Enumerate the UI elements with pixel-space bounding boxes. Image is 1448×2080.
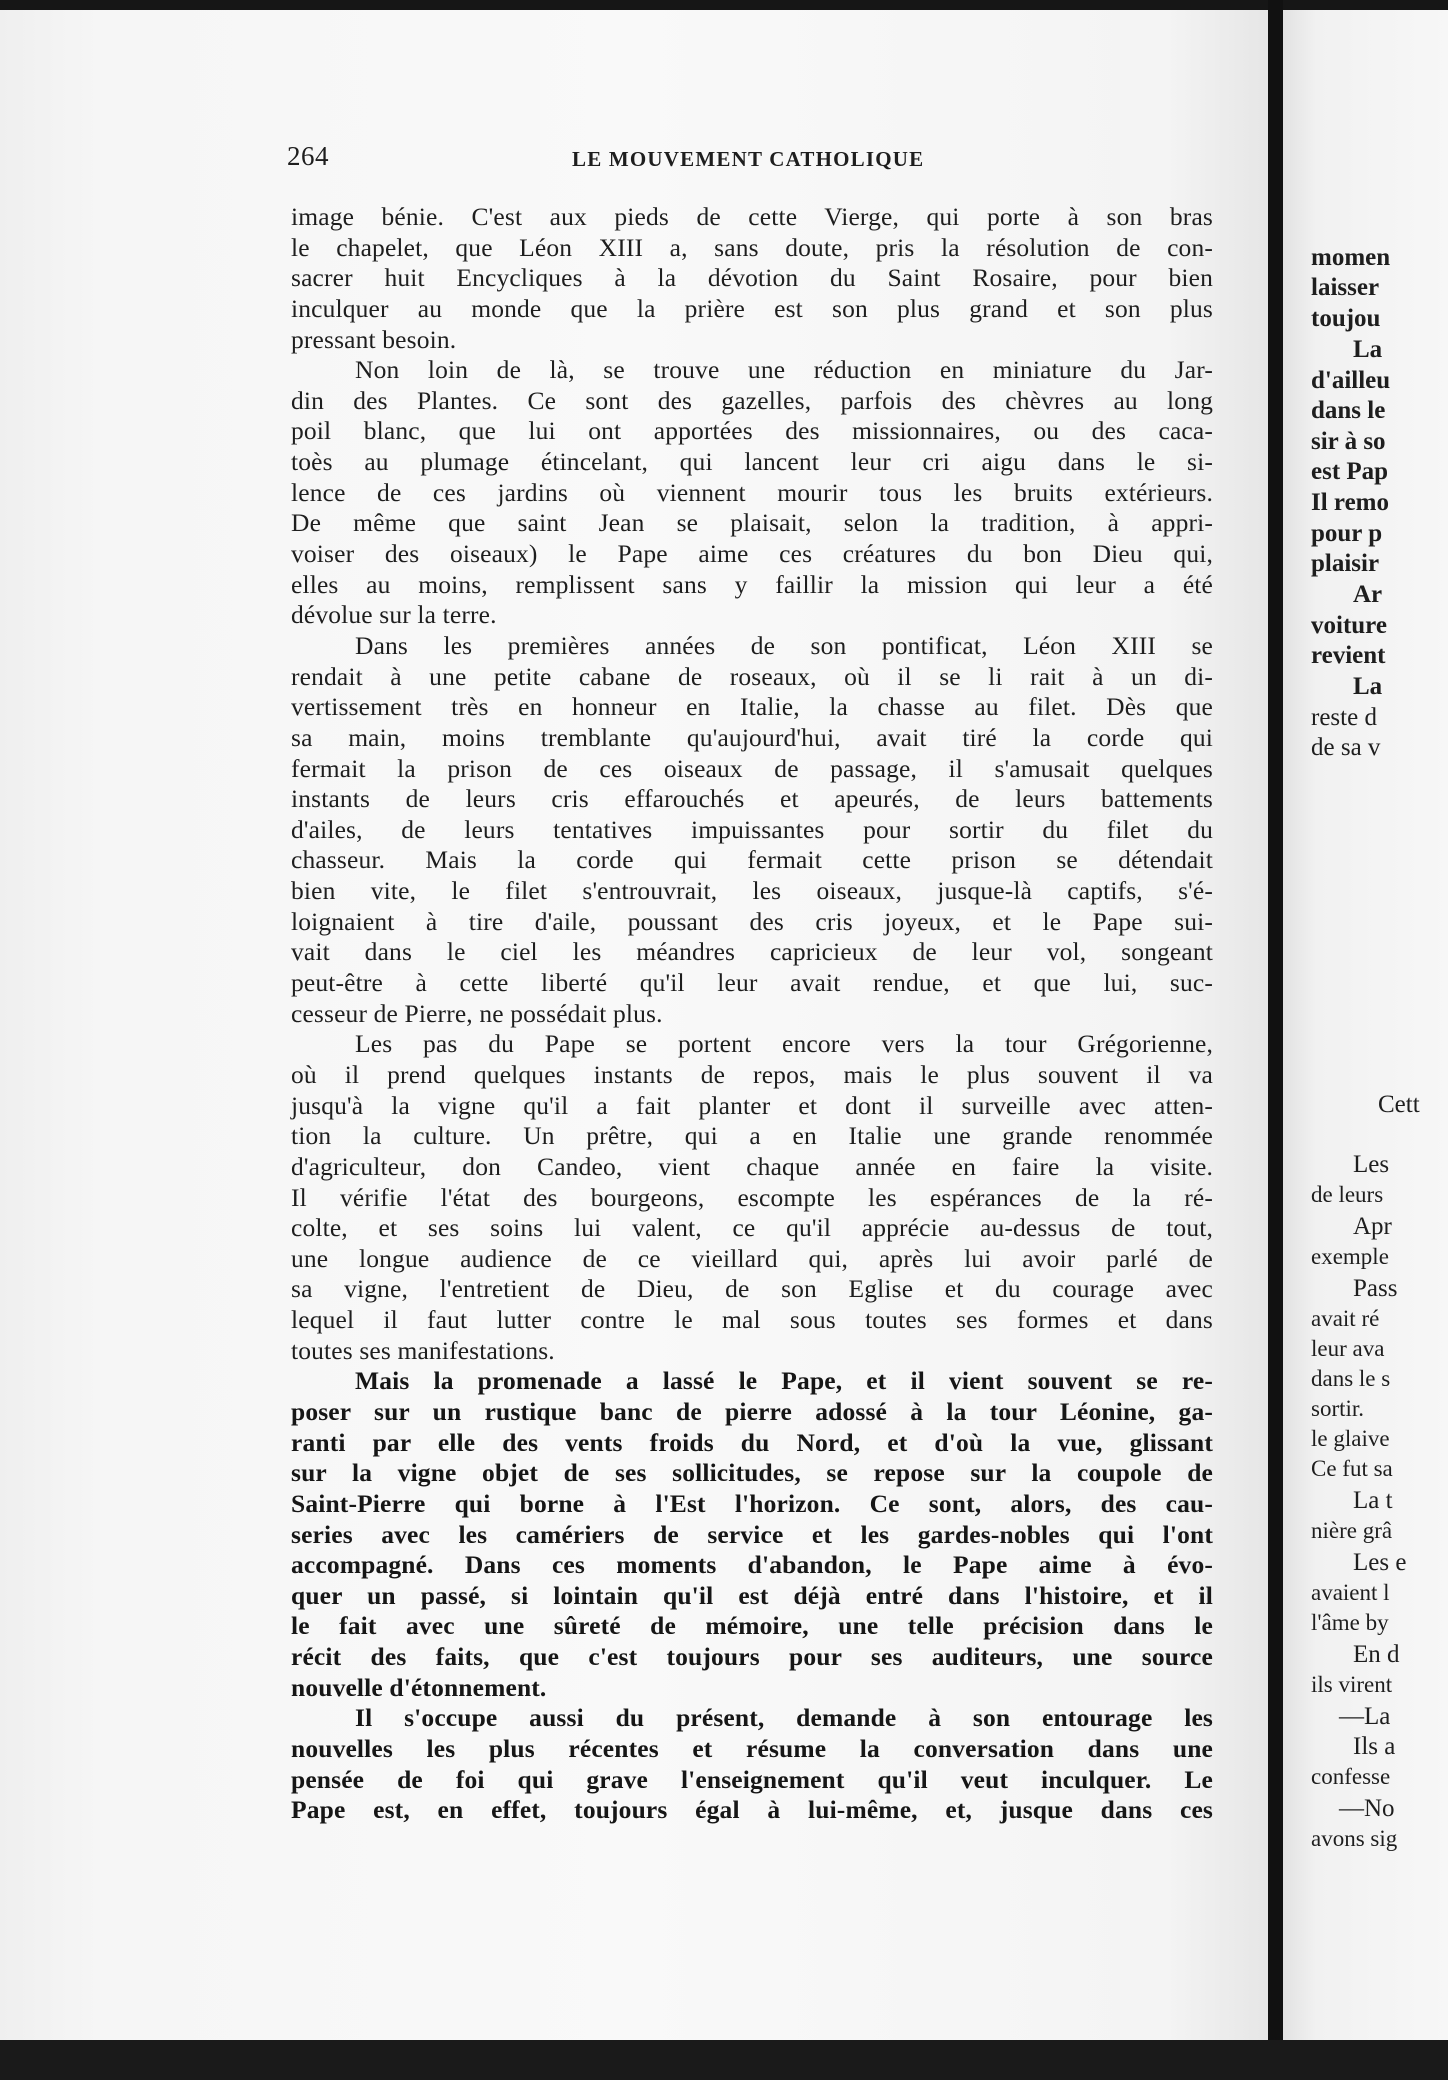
text-line: sacrer huit Encycliques à la dévotion du Saint Rosaire, pour bien [291, 263, 1213, 293]
text-line: sur la vigne objet de ses sollicitudes, se repose sur la coupole de [291, 1458, 1213, 1488]
facing-page-fragment: ils virent [1311, 1672, 1393, 1697]
facing-page-fragment: confesse [1311, 1764, 1391, 1789]
text-line: vait dans le ciel les méandres capricieux de leur vol, songeant [291, 937, 1213, 967]
text-line: colte, et ses soins lui valent, ce qu'il apprécie au-dessus de tout, [291, 1213, 1213, 1243]
text-line: jusqu'à la vigne qu'il a fait planter et dont il surveille avec atten- [291, 1090, 1213, 1120]
running-head: LE MOUVEMENT CATHOLIQUE [572, 147, 925, 171]
paragraph-2 [291, 355, 1213, 631]
text-line: elles au moins, remplissent sans y faillir la mission qui leur a été [291, 569, 1213, 599]
facing-page-fragment: Cett [1378, 1091, 1420, 1118]
text-line: d'ailes, de leurs tentatives impuissantes pour sortir du filet du [291, 814, 1213, 844]
facing-page-fragment: avaient l [1311, 1580, 1390, 1605]
text-line: le chapelet, que Léon XIII a, sans doute, pris la résolution de con- [291, 232, 1213, 262]
text-line: bien vite, le filet s'entrouvrait, les oiseaux, jusque-là captifs, s'é- [291, 876, 1213, 906]
text-line: toès au plumage étincelant, qui lancent leur cri aigu dans le si- [291, 447, 1213, 477]
text-line: voiser des oiseaux) le Pape aime ces créatures du bon Dieu qui, [291, 539, 1213, 569]
text-line: pensée de foi qui grave l'enseignement qu'il veut inculquer. Le [291, 1764, 1213, 1794]
text-line: poser sur un rustique banc de pierre adossé à la tour Léonine, ga- [291, 1396, 1213, 1426]
facing-page-fragment: reste d [1311, 704, 1377, 731]
facing-page-fragment: exemple [1311, 1244, 1389, 1269]
facing-page-fragment: nière grâ [1311, 1518, 1393, 1543]
text-line: quer un passé, si lointain qu'il est déjà entré dans l'histoire, et il [291, 1580, 1213, 1610]
facing-page-fragment: Ils a [1353, 1733, 1396, 1760]
text-line: fermait la prison de ces oiseaux de passage, il s'amusait quelques [291, 753, 1213, 783]
facing-page-fragment: La [1353, 336, 1383, 363]
paragraph-5 [291, 1366, 1213, 1703]
text-line: dévolue sur la terre. [291, 600, 497, 630]
text-line: toutes ses manifestations. [291, 1335, 555, 1365]
facing-page-fragment: Ce fut sa [1311, 1456, 1393, 1481]
facing-page-fragment: Ar [1353, 581, 1383, 608]
text-line: chasseur. Mais la corde qui fermait cette prison se détendait [291, 845, 1213, 875]
text-line: où il prend quelques instants de repos, mais le plus souvent il va [291, 1059, 1213, 1089]
text-line: Pape est, en effet, toujours égal à lui-même, et, jusque dans ces [291, 1795, 1213, 1825]
text-line: De même que saint Jean se plaisait, selon la tradition, à appri- [291, 508, 1213, 538]
text-line: ranti par elle des vents froids du Nord, et d'où la vue, glissant [291, 1427, 1213, 1457]
facing-page-fragment: Les e [1353, 1549, 1407, 1576]
paragraph-1 [291, 202, 1213, 355]
text-line: nouvelles les plus récentes et résume la conversation dans une [291, 1734, 1213, 1764]
page-number: 264 [287, 141, 329, 171]
scan-top-edge [0, 0, 1448, 10]
text-line: Non loin de là, se trouve une réduction en miniature du Jar- [355, 355, 1213, 385]
facing-page-fragment: avons sig [1311, 1826, 1398, 1851]
facing-page-fragment: est Pap [1311, 458, 1389, 485]
facing-page-fragment: revient [1311, 642, 1386, 669]
text-line: sa main, moins tremblante qu'aujourd'hui, avait tiré la corde qui [291, 722, 1213, 752]
text-line: Dans les premières années de son pontificat, Léon XIII se [355, 630, 1213, 660]
facing-page-fragment: d'ailleu [1311, 367, 1391, 394]
text-line: une longue audience de ce vieillard qui, après lui avoir parlé de [291, 1243, 1213, 1273]
facing-page-fragment: dans le s [1311, 1366, 1391, 1391]
text-line: le fait avec une sûreté de mémoire, une telle précision dans le [291, 1611, 1213, 1641]
facing-page-fragment: momen [1311, 244, 1391, 271]
text-line: inculquer au monde que la prière est son plus grand et son plus [291, 293, 1213, 323]
text-line: d'agriculteur, don Candeo, vient chaque année en faire la visite. [291, 1151, 1213, 1181]
facing-page-fragment: Il remo [1311, 489, 1389, 516]
facing-page-fragment: de leurs [1311, 1182, 1384, 1207]
facing-page-fragment: La [1353, 673, 1383, 700]
text-line: Les pas du Pape se portent encore vers la tour Grégorienne, [355, 1029, 1213, 1059]
facing-page-fragment: En d [1353, 1641, 1400, 1668]
text-line: sa vigne, l'entretient de Dieu, de son Eglise et du courage avec [291, 1274, 1213, 1304]
body-text [291, 202, 1213, 1826]
facing-page-fragment: —No [1339, 1795, 1395, 1822]
facing-page-fragment: avait ré [1311, 1306, 1380, 1331]
paragraph-6 [291, 1703, 1213, 1826]
paragraph-3 [291, 631, 1213, 1029]
book-gutter [1268, 0, 1283, 2080]
text-line: tion la culture. Un prêtre, qui a en Italie une grande renommée [291, 1121, 1213, 1151]
text-line: Il vérifie l'état des bourgeons, escompte les espérances de la ré- [291, 1182, 1213, 1212]
facing-page-fragment: voiture [1311, 612, 1387, 639]
facing-page-fragment: leur ava [1311, 1336, 1385, 1361]
text-line: lequel il faut lutter contre le mal sous toutes ses formes et dans [291, 1305, 1213, 1335]
text-line: Saint-Pierre qui borne à l'Est l'horizon. Ce sont, alors, des cau- [291, 1488, 1213, 1518]
facing-page-fragment: Pass [1353, 1275, 1398, 1302]
text-line: image bénie. C'est aux pieds de cette Vierge, qui porte à son bras [291, 202, 1213, 231]
facing-page-fragment: l'âme by [1311, 1610, 1389, 1635]
facing-page-fragment: La t [1353, 1487, 1393, 1514]
text-line: peut-être à cette liberté qu'il leur avait rendue, et que lui, suc- [291, 968, 1213, 998]
facing-page-fragment: de sa v [1311, 734, 1381, 761]
facing-page-fragment: sortir. [1311, 1396, 1365, 1421]
text-line: din des Plantes. Ce sont des gazelles, parfois des chèvres au long [291, 385, 1213, 415]
facing-page-fragment: —La [1339, 1703, 1391, 1730]
text-line: rendait à une petite cabane de roseaux, où il se li rait à un di- [291, 661, 1213, 691]
facing-page-text [1283, 10, 1448, 2040]
paragraph-4 [291, 1029, 1213, 1366]
facing-page-fragment: dans le [1311, 397, 1386, 424]
text-line: series avec les camériers de service et les gardes-nobles qui l'ont [291, 1519, 1213, 1549]
scan-bottom-edge [0, 2040, 1448, 2080]
facing-page-fragment: Les [1353, 1151, 1390, 1178]
facing-page-fragment: pour p [1311, 520, 1383, 547]
text-line: poil blanc, que lui ont apportées des missionnaires, ou des caca- [291, 416, 1213, 446]
text-line: récit des faits, que c'est toujours pour ses auditeurs, une source [291, 1642, 1213, 1672]
left-page [0, 10, 1268, 2040]
facing-page [1283, 10, 1448, 2040]
facing-page-fragment: sir à so [1311, 428, 1386, 455]
facing-page-fragment: laisser [1311, 274, 1380, 301]
text-line: Mais la promenade a lassé le Pape, et il vient souvent se re- [355, 1366, 1213, 1396]
text-line: pressant besoin. [291, 324, 457, 354]
facing-page-fragment: toujou [1311, 305, 1381, 332]
text-line: instants de leurs cris effarouchés et apeurés, de leurs battements [291, 784, 1213, 814]
facing-page-fragment: Apr [1353, 1213, 1392, 1240]
text-line: lence de ces jardins où viennent mourir tous les bruits extérieurs. [291, 477, 1213, 507]
text-line: vertissement très en honneur en Italie, la chasse au filet. Dès que [291, 692, 1213, 722]
facing-page-fragment: le glaive [1311, 1426, 1390, 1451]
text-line: nouvelle d'étonnement. [291, 1672, 547, 1702]
text-line: loignaient à tire d'aile, poussant des cris joyeux, et le Pape sui- [291, 906, 1213, 936]
facing-page-fragment: plaisir [1311, 550, 1380, 577]
text-line: Il s'occupe aussi du présent, demande à son entourage les [355, 1703, 1213, 1733]
text-line: cesseur de Pierre, ne possédait plus. [291, 998, 663, 1028]
text-line: accompagné. Dans ces moments d'abandon, le Pape aime à évo- [291, 1550, 1213, 1580]
